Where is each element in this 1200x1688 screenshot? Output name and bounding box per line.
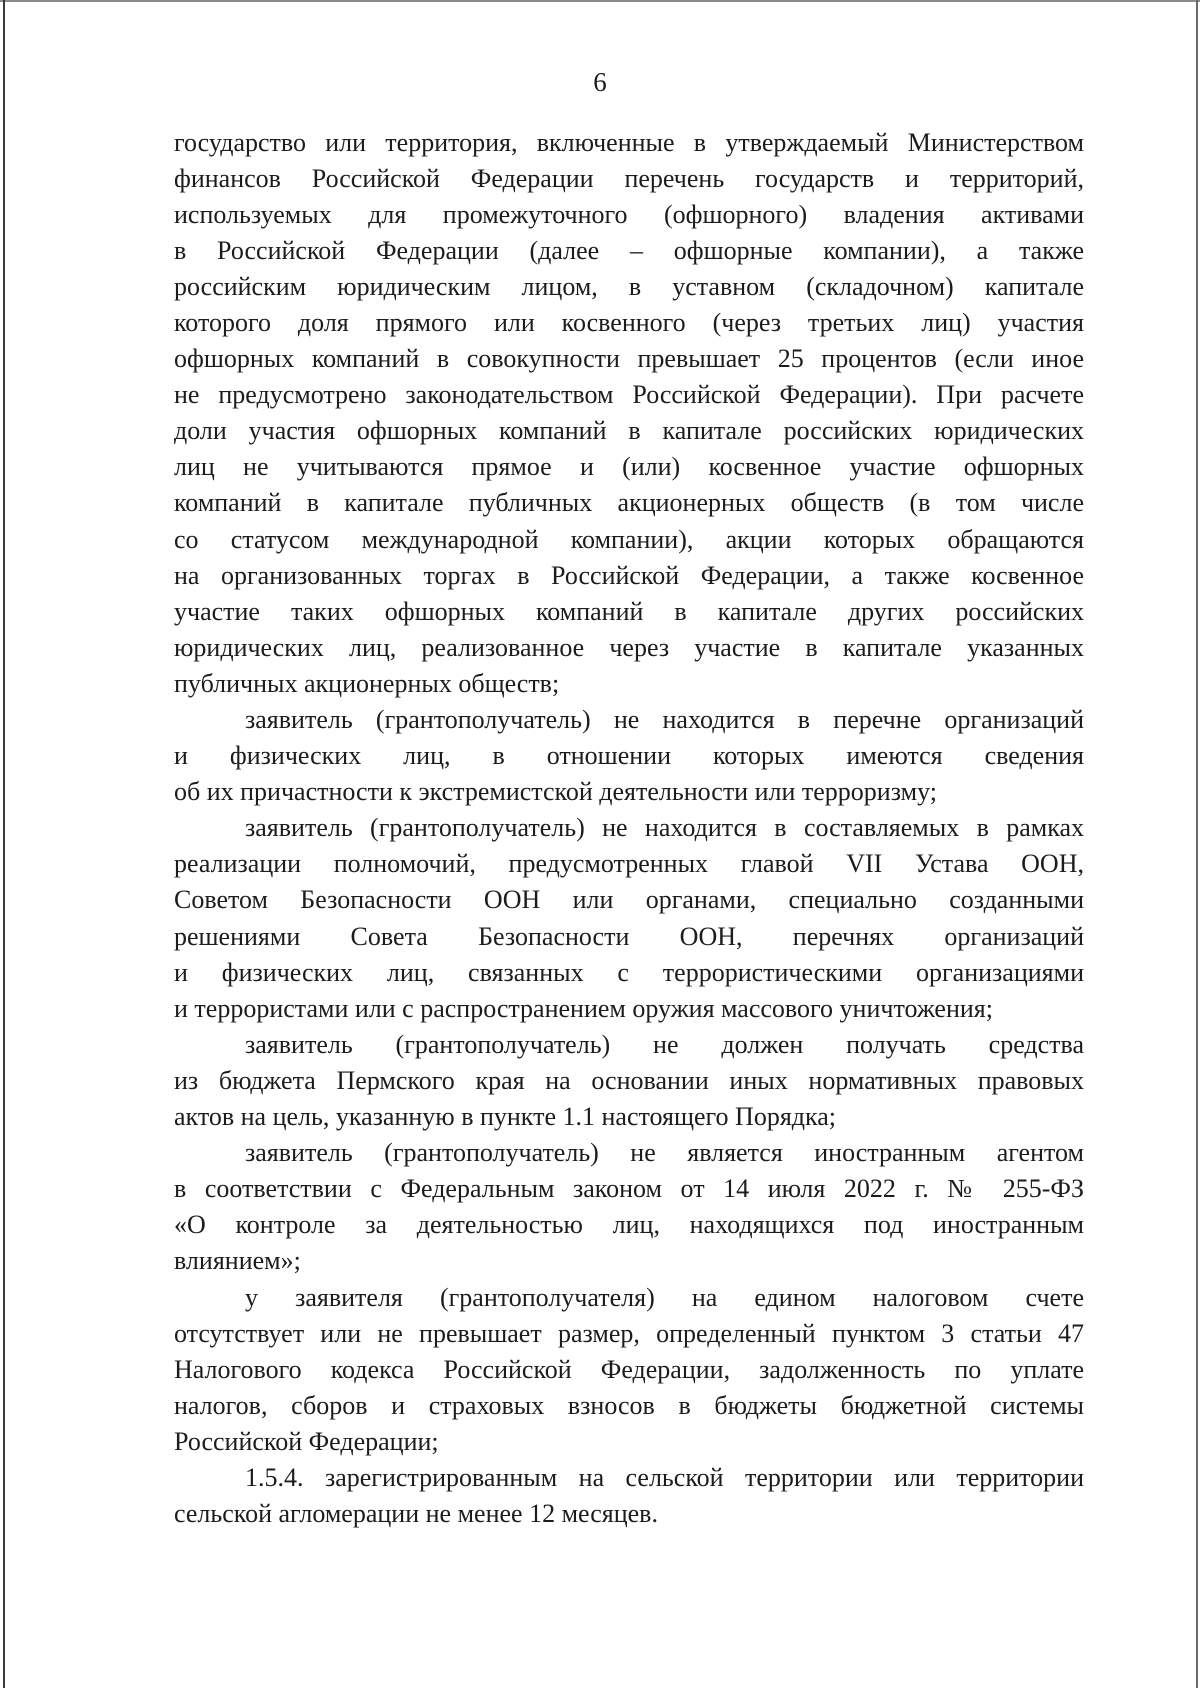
text-line: финансов Российской Федерации перечень государств и территорий, bbox=[174, 163, 1084, 193]
text-line: заявитель (грантополучатель) не является иностранным агентом bbox=[245, 1138, 1084, 1168]
paragraph bbox=[174, 125, 1084, 703]
paragraph bbox=[174, 1135, 1084, 1279]
text-line: сельской агломерации не менее 12 месяцев. bbox=[174, 1499, 658, 1529]
text-line: не предусмотрено законодательством Российской Федерации). При расчете bbox=[174, 380, 1084, 410]
text-line: заявитель (грантополучатель) не должен получать средства bbox=[245, 1029, 1084, 1059]
text-line: из бюджета Пермского края на основании иных нормативных правовых bbox=[174, 1065, 1084, 1095]
scan-edge-top bbox=[0, 0, 1200, 2]
text-line: участие таких офшорных компаний в капитале других российских bbox=[174, 596, 1084, 626]
text-line: российским юридическим лицом, в уставном (складочном) капитале bbox=[174, 271, 1084, 301]
text-line: у заявителя (грантополучателя) на едином налоговом счете bbox=[245, 1282, 1084, 1312]
text-line: «О контроле за деятельностью лиц, находящихся под иностранным bbox=[174, 1210, 1084, 1240]
paragraph bbox=[174, 810, 1084, 1027]
text-line: офшорных компаний в совокупности превышает 25 процентов (если иное bbox=[174, 344, 1084, 374]
text-line: актов на цель, указанную в пункте 1.1 настоящего Порядка; bbox=[174, 1102, 837, 1132]
text-line: публичных акционерных обществ; bbox=[174, 668, 560, 698]
text-line: налогов, сборов и страховых взносов в бюджеты бюджетной системы bbox=[174, 1390, 1084, 1420]
text-line: лиц не учитываются прямое и (или) косвенное участие офшорных bbox=[174, 452, 1084, 482]
text-line: которого доля прямого или косвенного (через третьих лиц) участия bbox=[174, 307, 1084, 337]
text-line: государство или территория, включенные в утверждаемый Министерством bbox=[174, 127, 1084, 157]
text-line: решениями Совета Безопасности ООН, перечнях организаций bbox=[174, 921, 1084, 951]
text-line: Советом Безопасности ООН или органами, специально созданными bbox=[174, 885, 1084, 915]
text-line: юридических лиц, реализованное через участие в капитале указанных bbox=[174, 632, 1084, 662]
text-line: и физических лиц, связанных с террористическими организациями bbox=[174, 957, 1084, 987]
document-body bbox=[174, 125, 1084, 1533]
text-line: заявитель (грантополучатель) не находится в составляемых в рамках bbox=[245, 813, 1084, 843]
text-line: со статусом международной компании), акции которых обращаются bbox=[174, 524, 1084, 554]
text-line: реализации полномочий, предусмотренных главой VII Устава ООН, bbox=[174, 849, 1084, 879]
scan-edge-right bbox=[1196, 0, 1198, 1688]
text-line: в Российской Федерации (далее – офшорные компании), а также bbox=[174, 235, 1084, 265]
text-line: об их причастности к экстремистской деятельности или терроризму; bbox=[174, 777, 937, 807]
text-line: и физических лиц, в отношении которых имеются сведения bbox=[174, 741, 1084, 771]
paragraph bbox=[174, 702, 1084, 810]
text-line: отсутствует или не превышает размер, определенный пунктом 3 статьи 47 bbox=[174, 1318, 1084, 1348]
text-line: доли участия офшорных компаний в капитале российских юридических bbox=[174, 416, 1084, 446]
text-line: в соответствии с Федеральным законом от 14 июля 2022 г. № 255-ФЗ bbox=[174, 1174, 1084, 1204]
text-line: заявитель (грантополучатель) не находится в перечне организаций bbox=[245, 705, 1084, 734]
text-line: используемых для промежуточного (офшорного) владения активами bbox=[174, 199, 1084, 229]
text-line: Российской Федерации; bbox=[174, 1426, 439, 1456]
text-line: на организованных торгах в Российской Федерации, а также косвенное bbox=[174, 560, 1084, 590]
page-number: 6 bbox=[593, 67, 607, 97]
text-line: 1.5.4. зарегистрированным на сельской территории или территории bbox=[245, 1462, 1084, 1492]
text-line: компаний в капитале публичных акционерных обществ (в том числе bbox=[174, 488, 1084, 518]
paragraph bbox=[174, 1027, 1084, 1135]
scan-edge-left bbox=[3, 0, 5, 1688]
text-line: Налогового кодекса Российской Федерации, задолженность по уплате bbox=[174, 1354, 1084, 1384]
text-line: влиянием»; bbox=[174, 1246, 301, 1276]
paragraph bbox=[174, 1460, 1084, 1532]
text-line: и террористами или с распространением оружия массового уничтожения; bbox=[174, 993, 993, 1023]
paragraph bbox=[174, 1280, 1084, 1460]
